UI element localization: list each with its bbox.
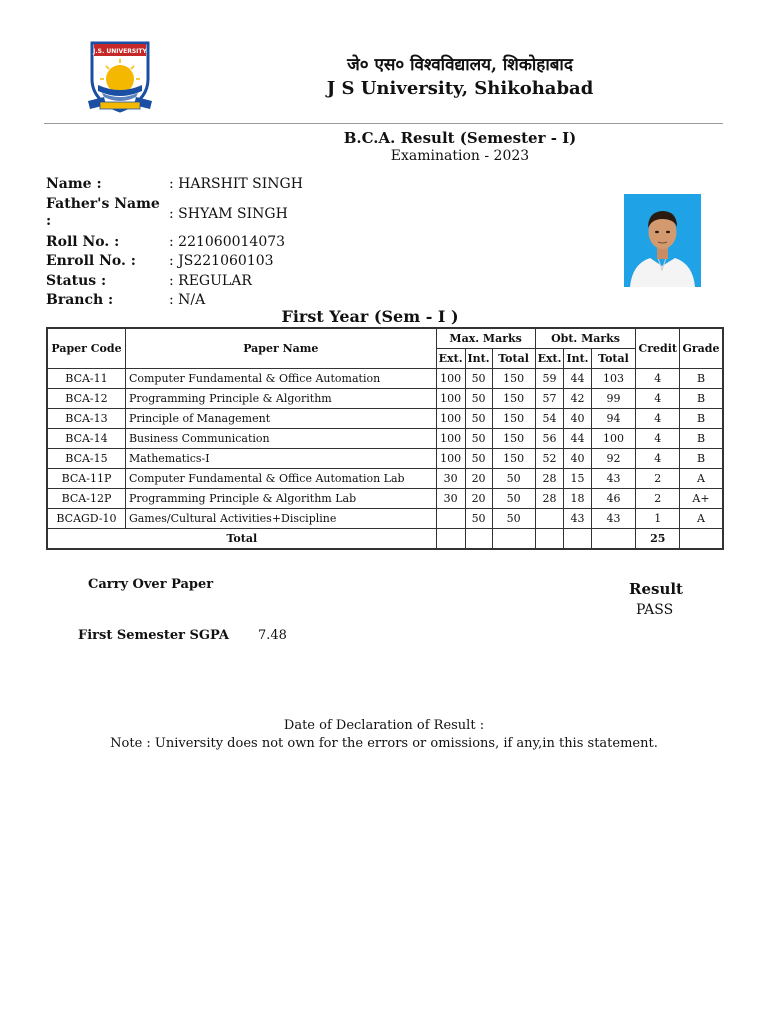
student-photo [624, 194, 701, 287]
obt-total-cell: 92 [591, 448, 636, 468]
credit-cell: 4 [636, 368, 680, 388]
grade-cell: A [679, 468, 723, 488]
total-label: Total [47, 528, 436, 549]
roll-no-label: Roll No. : [46, 234, 120, 250]
max-ext-cell: 100 [436, 428, 465, 448]
obt-ext-cell: 57 [535, 388, 564, 408]
result-value: PASS [636, 602, 674, 618]
obt-ext-cell [535, 508, 564, 528]
table-row [47, 388, 723, 408]
grade-cell: B [679, 368, 723, 388]
grade-cell: A+ [679, 488, 723, 508]
paper-code-cell: BCA-11 [47, 368, 125, 388]
paper-code-cell: BCA-12 [47, 388, 125, 408]
max-int-cell: 20 [465, 488, 492, 508]
obt-int-cell: 40 [564, 408, 591, 428]
credit-cell: 4 [636, 448, 680, 468]
declaration-date: Date of Declaration of Result : [283, 718, 485, 733]
obt-total-cell: 99 [591, 388, 636, 408]
credit-cell: 4 [636, 428, 680, 448]
max-int-cell: 20 [465, 468, 492, 488]
paper-name-cell: Games/Cultural Activities+Discipline [125, 508, 436, 528]
credit-cell: 2 [636, 468, 680, 488]
obt-int-cell: 43 [564, 508, 591, 528]
obt-ext-cell: 59 [535, 368, 564, 388]
max-total-cell: 50 [492, 468, 535, 488]
table-row [47, 448, 723, 468]
obt-total-cell: 100 [591, 428, 636, 448]
exam-title: Examination - 2023 [390, 148, 530, 164]
enroll-no-label: Enroll No. : [46, 253, 136, 269]
total-credit: 25 [636, 528, 680, 549]
semester-title: First Year (Sem - I ) [281, 307, 459, 326]
max-ext-cell: 100 [436, 388, 465, 408]
col-credit: Credit [636, 328, 680, 368]
max-total-cell: 150 [492, 368, 535, 388]
branch-value: : N/A [169, 292, 206, 308]
max-total-cell: 150 [492, 428, 535, 448]
obt-int-cell: 42 [564, 388, 591, 408]
paper-name-cell: Mathematics-I [125, 448, 436, 468]
max-int-cell: 50 [465, 428, 492, 448]
table-row [47, 508, 723, 528]
obt-int-cell: 40 [564, 448, 591, 468]
max-int-cell: 50 [465, 408, 492, 428]
disclaimer-note: Note : University does not own for the errors or omissions, if any,in this statement. [110, 736, 658, 751]
sgpa-value: 7.48 [258, 628, 287, 643]
max-total-cell: 50 [492, 508, 535, 528]
paper-code-cell: BCAGD-10 [47, 508, 125, 528]
col-paper-name: Paper Name [125, 328, 436, 368]
col-obt-marks: Obt. Marks [535, 328, 636, 348]
result-label: Result [629, 580, 683, 598]
sgpa-label: First Semester SGPA [78, 628, 229, 643]
max-int-cell: 50 [465, 388, 492, 408]
obt-total-cell: 43 [591, 508, 636, 528]
max-total-cell: 150 [492, 448, 535, 468]
marks-table [46, 327, 724, 550]
col-max-marks: Max. Marks [436, 328, 535, 348]
paper-name-cell: Programming Principle & Algorithm [125, 388, 436, 408]
paper-name-cell: Computer Fundamental & Office Automation [125, 368, 436, 388]
table-row [47, 368, 723, 388]
col-grade: Grade [679, 328, 723, 368]
header-divider [44, 123, 723, 124]
paper-code-cell: BCA-15 [47, 448, 125, 468]
paper-code-cell: BCA-11P [47, 468, 125, 488]
max-ext-cell: 100 [436, 408, 465, 428]
grade-cell: B [679, 388, 723, 408]
max-ext-cell [436, 508, 465, 528]
obt-total-cell: 94 [591, 408, 636, 428]
table-row [47, 468, 723, 488]
paper-code-cell: BCA-12P [47, 488, 125, 508]
max-ext-cell: 100 [436, 368, 465, 388]
status-label: Status : [46, 273, 107, 289]
name-label: Name : [46, 176, 102, 192]
obt-ext-cell: 28 [535, 488, 564, 508]
table-row [47, 408, 723, 428]
paper-code-cell: BCA-13 [47, 408, 125, 428]
col-max-total: Total [492, 348, 535, 368]
paper-name-cell: Business Communication [125, 428, 436, 448]
paper-code-cell: BCA-14 [47, 428, 125, 448]
total-row [47, 528, 723, 549]
logo-text: J.S. UNIVERSITY [93, 48, 147, 55]
col-obt-int: Int. [564, 348, 591, 368]
carry-over-label: Carry Over Paper [88, 577, 214, 592]
max-ext-cell: 100 [436, 448, 465, 468]
obt-ext-cell: 54 [535, 408, 564, 428]
obt-total-cell: 46 [591, 488, 636, 508]
max-ext-cell: 30 [436, 488, 465, 508]
father-name-value: : SHYAM SINGH [169, 206, 288, 222]
grade-cell: B [679, 448, 723, 468]
credit-cell: 4 [636, 388, 680, 408]
table-row [47, 488, 723, 508]
university-logo [86, 39, 154, 117]
grade-cell: B [679, 428, 723, 448]
max-ext-cell: 30 [436, 468, 465, 488]
col-obt-total: Total [591, 348, 636, 368]
obt-int-cell: 15 [564, 468, 591, 488]
paper-name-cell: Programming Principle & Algorithm Lab [125, 488, 436, 508]
obt-ext-cell: 52 [535, 448, 564, 468]
col-obt-ext: Ext. [535, 348, 564, 368]
university-english-title: J S University, Shikohabad [326, 78, 594, 99]
obt-total-cell: 43 [591, 468, 636, 488]
father-name-label: Father's Name : [46, 196, 160, 229]
obt-total-cell: 103 [591, 368, 636, 388]
obt-ext-cell: 56 [535, 428, 564, 448]
col-max-int: Int. [465, 348, 492, 368]
branch-label: Branch : [46, 292, 114, 308]
max-int-cell: 50 [465, 368, 492, 388]
max-total-cell: 150 [492, 388, 535, 408]
col-max-ext: Ext. [436, 348, 465, 368]
max-total-cell: 150 [492, 408, 535, 428]
grade-cell: A [679, 508, 723, 528]
name-value: : HARSHIT SINGH [169, 176, 303, 192]
grade-cell: B [679, 408, 723, 428]
obt-int-cell: 44 [564, 428, 591, 448]
table-row [47, 428, 723, 448]
credit-cell: 1 [636, 508, 680, 528]
obt-ext-cell: 28 [535, 468, 564, 488]
paper-name-cell: Computer Fundamental & Office Automation Lab [125, 468, 436, 488]
enroll-no-value: : JS221060103 [169, 253, 274, 269]
paper-name-cell: Principle of Management [125, 408, 436, 428]
credit-cell: 2 [636, 488, 680, 508]
roll-no-value: : 221060014073 [169, 234, 286, 250]
status-value: : REGULAR [169, 273, 252, 289]
max-int-cell: 50 [465, 508, 492, 528]
university-hindi-title: जे० एस० विश्वविद्यालय, शिकोहाबाद [347, 55, 573, 75]
credit-cell: 4 [636, 408, 680, 428]
obt-int-cell: 44 [564, 368, 591, 388]
result-title: B.C.A. Result (Semester - I) [343, 129, 577, 147]
max-int-cell: 50 [465, 448, 492, 468]
obt-int-cell: 18 [564, 488, 591, 508]
col-paper-code: Paper Code [47, 328, 125, 368]
max-total-cell: 50 [492, 488, 535, 508]
